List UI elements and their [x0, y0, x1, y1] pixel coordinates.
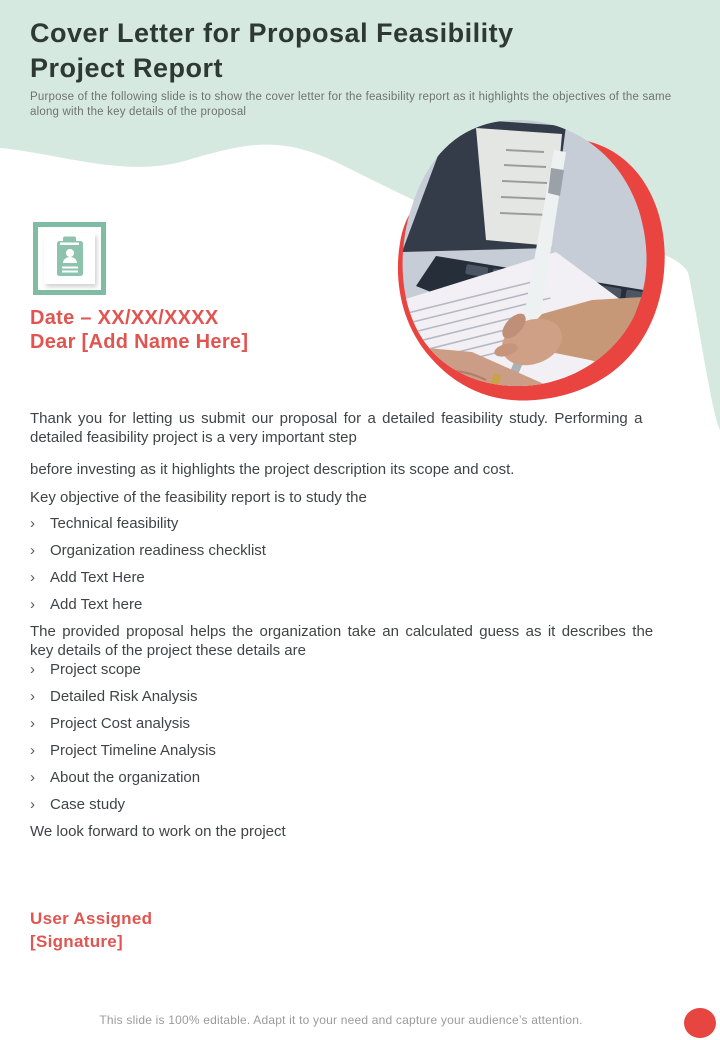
slide-subtitle: Purpose of the following slide is to show the cover letter for the feasibility report as it highlights the objectives of the same along with the key details of the proposal [30, 91, 672, 118]
signature-block [30, 907, 430, 953]
editable-note-footer: This slide is 100% editable. Adapt it to your need and capture your audience’s attention. [99, 1013, 583, 1027]
list-item: › Add Text here [30, 596, 143, 613]
list-item: › Detailed Risk Analysis [30, 688, 198, 705]
list-item: › Project Cost analysis [30, 715, 191, 732]
paragraph-closing: We look forward to work on the project [30, 823, 286, 840]
bullet-marker: › [30, 715, 35, 732]
clipboard-user-icon [33, 222, 106, 295]
slide-title-line2: Project Report [30, 53, 224, 83]
bullet-marker: › [30, 596, 35, 613]
bullet-marker: › [30, 569, 35, 586]
paragraph-before-investing: before investing as it highlights the project description its scope and cost. [30, 461, 515, 478]
detail-bullet-list [30, 660, 685, 814]
list-item: › Project Timeline Analysis [30, 742, 216, 759]
clipboard-glyph [57, 237, 83, 277]
signature-user: User Assigned [30, 909, 153, 928]
date-line: Date – XX/XX/XXXX [30, 307, 219, 329]
bullet-marker: › [30, 796, 35, 813]
letter-body [30, 409, 685, 841]
paragraph-provided-proposal: The provided proposal helps the organization take an calculated guess as it describes the key details of the project these details are [30, 623, 654, 659]
signature-placeholder: [Signature] [30, 932, 124, 951]
bullet-marker: › [30, 742, 35, 759]
objective-bullet-list [30, 514, 685, 614]
slide-title-line1: Cover Letter for Proposal Feasibility [30, 18, 514, 48]
list-item: › About the organization [30, 769, 201, 786]
red-dot-decoration [684, 1008, 716, 1038]
list-item: › Case study [30, 796, 126, 813]
letter-heading [30, 306, 450, 354]
slide-title [30, 16, 670, 86]
paragraph-thanks: Thank you for letting us submit our proposal for a detailed feasibility study. Performing a detailed feasibility project is a very important step [30, 410, 643, 446]
list-item: › Organization readiness checklist [30, 542, 266, 559]
list-item: › Technical feasibility [30, 515, 179, 532]
bullet-marker: › [30, 515, 35, 532]
bullet-marker: › [30, 688, 35, 705]
bullet-marker: › [30, 542, 35, 559]
bullet-marker: › [30, 661, 35, 678]
salutation: Dear [Add Name Here] [30, 331, 249, 353]
bullet-marker: › [30, 769, 35, 786]
list-item: › Add Text Here [30, 569, 145, 586]
paragraph-key-objective: Key objective of the feasibility report is to study the [30, 489, 367, 506]
list-item: › Project scope [30, 661, 141, 678]
